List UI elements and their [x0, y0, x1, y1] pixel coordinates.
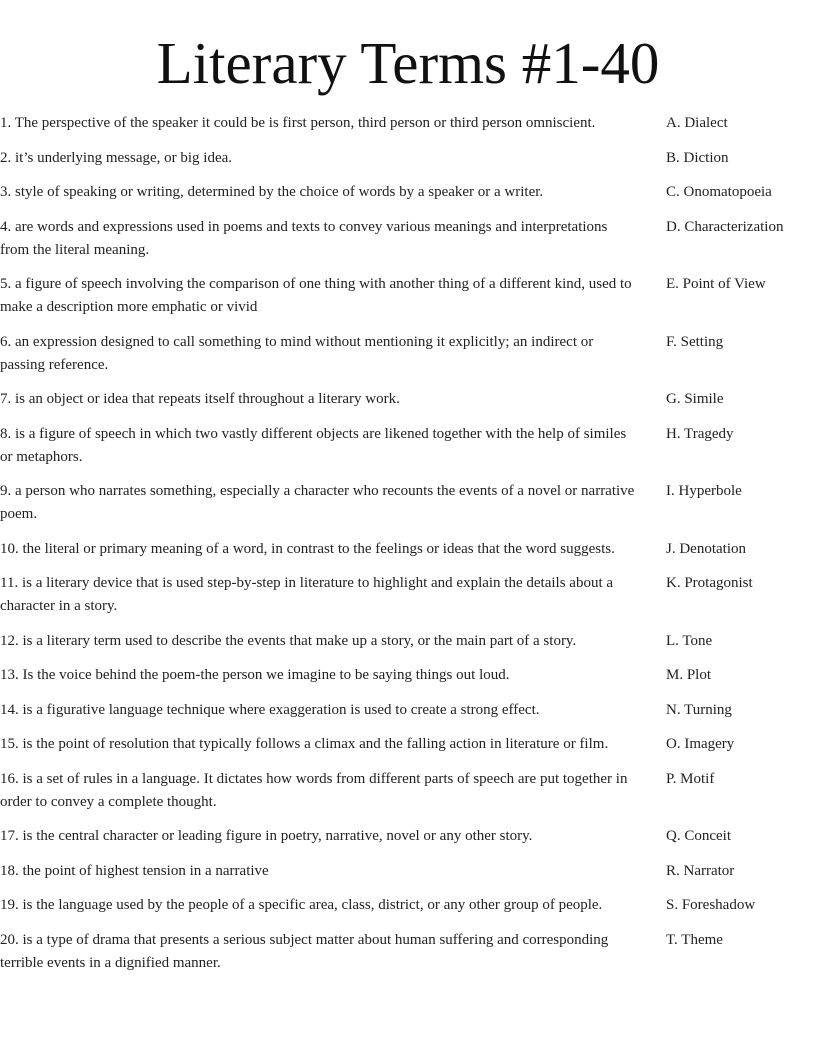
definition-text: 8. is a figure of speech in which two vastly different objects are likened together with the help of similes or metaphors. — [0, 425, 627, 465]
definition-text: 7. is an object or idea that repeats itself throughout a literary work. — [0, 391, 400, 407]
term-text: R. Narrator — [666, 862, 735, 879]
term-text: K. Protagonist — [666, 575, 753, 591]
list-item — [0, 147, 816, 170]
term-text: J. Denotation — [666, 540, 746, 557]
term-text: T. Theme — [666, 931, 723, 948]
definition-text: 16. is a set of rules in a language. It dictates how words from different parts of speech are put together in order to convey a complete thought. — [0, 770, 628, 810]
term-text: B. Diction — [666, 149, 729, 166]
list-item — [0, 273, 816, 319]
definition-text: 4. are words and expressions used in poems and texts to convey various meanings and interpretations from the literal meaning. — [0, 218, 608, 258]
definition-text: 15. is the point of resolution that typically follows a climax and the falling action in literature or film. — [0, 736, 609, 752]
list-item — [0, 112, 816, 135]
list-item — [0, 860, 816, 883]
list-item — [0, 768, 816, 814]
definition-text: 11. is a literary device that is used step-by-step in literature to highlight and explain the details about a character in a story. — [0, 575, 614, 614]
list-item — [0, 480, 816, 526]
list-item — [0, 331, 816, 377]
definition-text: 10. the literal or primary meaning of a word, in contrast to the feelings or ideas that the word suggests. — [0, 540, 615, 557]
list-item — [0, 733, 816, 756]
definition-text: 6. an expression designed to call something to mind without mentioning it explicitly; an indirect or passing reference. — [0, 333, 594, 373]
definition-text: 14. is a figurative language technique where exaggeration is used to create a strong effect. — [0, 701, 540, 718]
term-text: D. Characterization — [666, 218, 784, 235]
term-text: F. Setting — [666, 333, 724, 350]
definition-text: 9. a person who narrates something, especially a character who recounts the events of a novel or narrative poem. — [0, 483, 635, 522]
page-title: Literary Terms #1-40 — [156, 30, 660, 96]
list-item — [0, 423, 816, 469]
list-item — [0, 894, 816, 917]
term-text: S. Foreshadow — [666, 897, 756, 913]
definition-text: 3. style of speaking or writing, determined by the choice of words by a speaker or a writer. — [0, 184, 544, 200]
term-text: I. Hyperbole — [666, 483, 742, 499]
list-item — [0, 699, 816, 722]
term-text: H. Tragedy — [666, 425, 734, 442]
definition-text: 5. a figure of speech involving the comparison of one thing with another thing of a different kind, used to make a description more emphatic or vivid — [0, 276, 632, 315]
list-item — [0, 572, 816, 618]
list-item — [0, 929, 816, 975]
term-text: M. Plot — [666, 667, 712, 683]
definition-text: 12. is a literary term used to describe the events that make up a story, or the main part of a story. — [0, 632, 577, 649]
definition-text: 17. is the central character or leading figure in poetry, narrative, novel or any other story. — [0, 828, 533, 844]
term-text: A. Dialect — [666, 115, 728, 131]
list-item — [0, 630, 816, 653]
definition-text: 13. Is the voice behind the poem-the person we imagine to be saying things out loud. — [0, 667, 510, 683]
term-text: E. Point of View — [666, 276, 766, 292]
definition-text: 2. it’s underlying message, or big idea. — [0, 149, 233, 166]
list-item — [0, 181, 816, 204]
definition-text: 1. The perspective of the speaker it could be is first person, third person or third person omniscient. — [0, 115, 596, 131]
list-item — [0, 388, 816, 411]
matching-list — [0, 112, 816, 986]
term-text: P. Motif — [666, 770, 715, 787]
term-text: C. Onomatopoeia — [666, 184, 772, 200]
list-item — [0, 825, 816, 848]
list-item — [0, 664, 816, 687]
term-text: G. Simile — [666, 391, 724, 407]
term-text: L. Tone — [666, 632, 713, 649]
definition-text: 20. is a type of drama that presents a serious subject matter about human suffering and corresponding terrible events in a dignified manner. — [0, 931, 609, 971]
list-item — [0, 538, 816, 561]
term-text: Q. Conceit — [666, 828, 731, 844]
list-item — [0, 216, 816, 262]
definition-text: 19. is the language used by the people of a specific area, class, district, or any other group of people. — [0, 897, 603, 913]
definition-text: 18. the point of highest tension in a narrative — [0, 862, 269, 879]
term-text: N. Turning — [666, 701, 732, 718]
term-text: O. Imagery — [666, 736, 735, 752]
